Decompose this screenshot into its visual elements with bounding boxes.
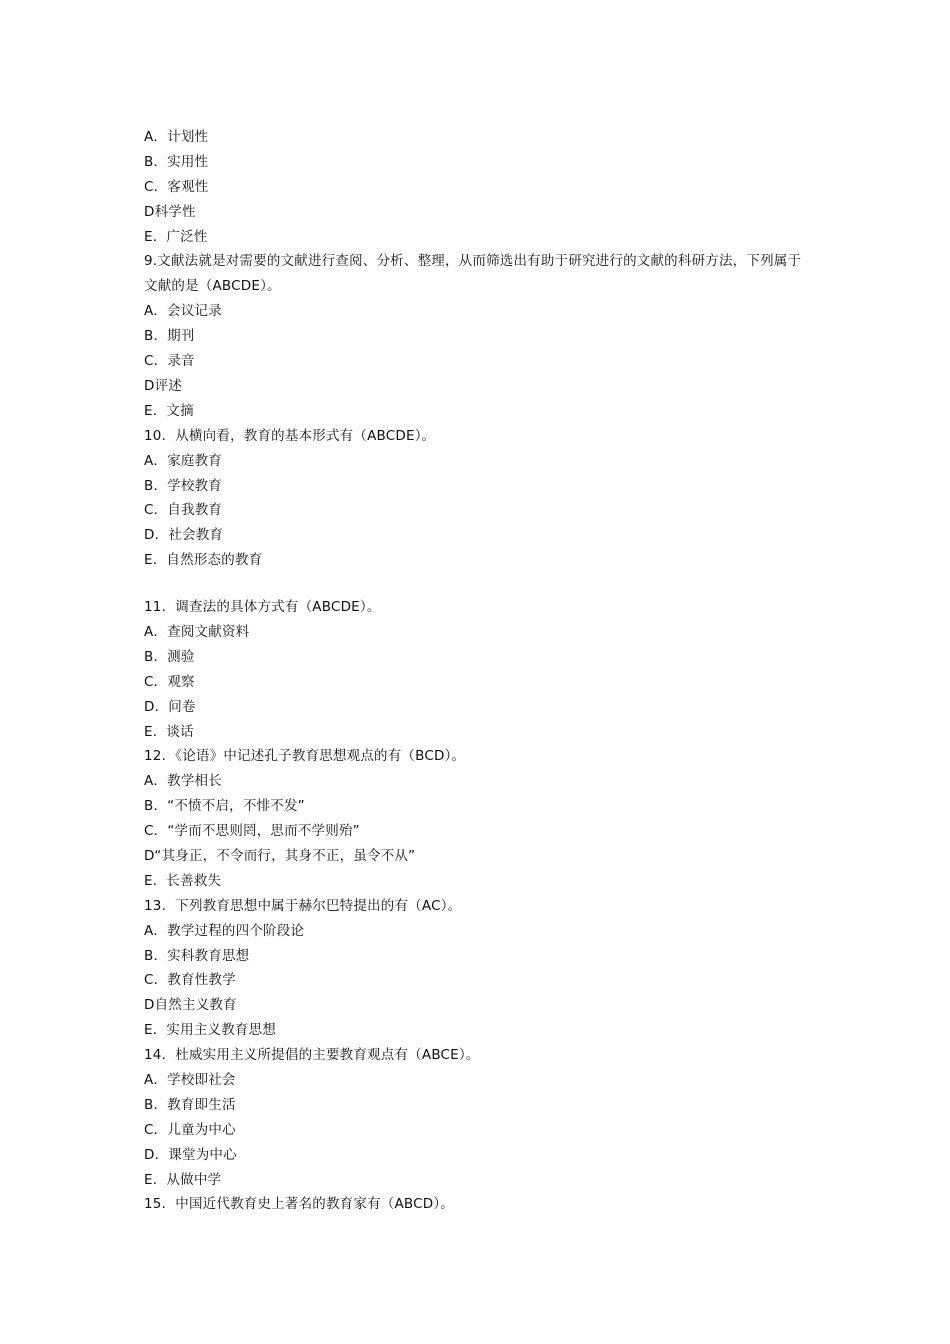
option-line: E．从做中学 xyxy=(144,1171,222,1188)
option-line: A．教学相长 xyxy=(144,773,222,790)
option-line: A．家庭教育 xyxy=(144,452,222,469)
option-line: E．谈话 xyxy=(144,723,194,740)
option-line: B．实用性 xyxy=(144,153,209,170)
question-13: 13．下列教育思想中属于赫尔巴特提出的有（AC）。 xyxy=(144,897,462,914)
question-9: 9.文献法就是对需要的文献进行查阅、分析、整理，从而筛选出有助于研究进行的文献的科研方法，下列属于文献的是（ABCDE）。 xyxy=(144,253,802,295)
option-group-q8 xyxy=(144,125,814,249)
option-line: B．测验 xyxy=(144,648,195,665)
option-line: B．“不愤不启，不悱不发” xyxy=(144,798,305,815)
option-line: D．课堂为中心 xyxy=(144,1146,237,1163)
question-14: 14．杜威实用主义所提倡的主要教育观点有（ABCE）。 xyxy=(144,1047,480,1064)
option-line: A．计划性 xyxy=(144,129,209,145)
option-line: C．客观性 xyxy=(144,178,209,195)
option-line: C．儿童为中心 xyxy=(144,1121,236,1138)
document-body xyxy=(144,125,814,1217)
question-11: 11．调查法的具体方式有（ABCDE）。 xyxy=(144,599,381,616)
option-line: D自然主义教育 xyxy=(144,997,237,1014)
question-15: 15．中国近代教育史上著名的教育家有（ABCD）。 xyxy=(144,1196,455,1213)
section-q9-q10 xyxy=(144,299,814,573)
option-line: A．教学过程的四个阶段论 xyxy=(144,922,305,939)
option-line: D．问卷 xyxy=(144,698,196,715)
blank-gap xyxy=(144,573,814,595)
question-12: 12．《论语》中记述孔子教育思想观点的有（BCD）。 xyxy=(144,748,466,765)
option-line: C．教育性教学 xyxy=(144,972,236,989)
option-line: A．查阅文献资料 xyxy=(144,623,250,640)
option-line: B．教育即生活 xyxy=(144,1096,236,1113)
option-line: D．社会教育 xyxy=(144,527,224,544)
option-line: A．会议记录 xyxy=(144,303,222,320)
option-line: C．自我教育 xyxy=(144,502,223,519)
option-line: C．“学而不思则罔，思而不学则殆” xyxy=(144,823,360,840)
option-line: B．学校教育 xyxy=(144,477,222,494)
option-line: E．实用主义教育思想 xyxy=(144,1022,277,1039)
option-line: A．学校即社会 xyxy=(144,1071,236,1088)
option-line: D评述 xyxy=(144,377,182,394)
option-line: E．自然形态的教育 xyxy=(144,552,263,569)
option-line: C．录音 xyxy=(144,353,195,370)
option-line: E．广泛性 xyxy=(144,228,208,245)
option-line: D科学性 xyxy=(144,203,196,220)
question-10: 10．从横向看，教育的基本形式有（ABCDE）。 xyxy=(144,427,436,444)
option-line: E．文摘 xyxy=(144,402,194,419)
option-line: E．长善救失 xyxy=(144,872,222,889)
option-line: D“其身正，不令而行，其身不正，虽令不从” xyxy=(144,847,416,864)
section-q11-q15 xyxy=(144,595,814,1217)
option-line: C．观察 xyxy=(144,673,195,690)
option-line: B．期刊 xyxy=(144,328,195,345)
option-line: B．实科教育思想 xyxy=(144,947,250,964)
